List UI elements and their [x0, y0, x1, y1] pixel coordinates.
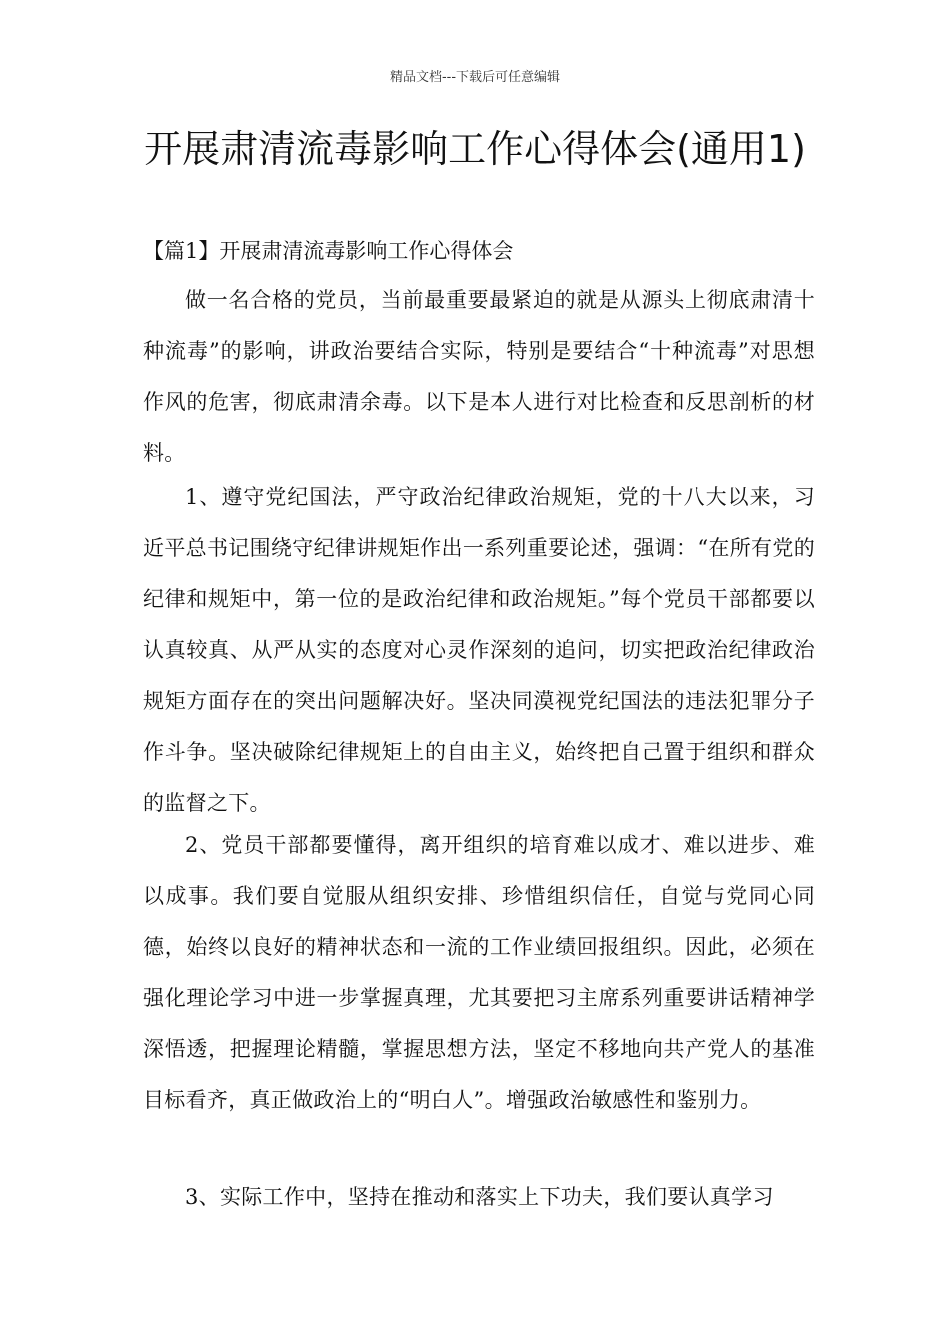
document-title: 开展肃清流毒影响工作心得体会(通用1): [144, 127, 806, 171]
paragraph-point-1: 1、遵守党纪国法，严守政治纪律政治规矩，党的十八大以来，习近平总书记围绕守纪律讲规矩作出一系列重要论述，强调：“在所有党的纪律和规矩中，第一位的是政治纪律和政治规矩。”每个党员干部都要以认真较真、从严从实的态度对心灵作深刻的追问，切实把政治纪律政治规矩方面存在的突出问题解决好。坚决同漠视党纪国法的违法犯罪分子作斗争。坚决破除纪律规矩上的自由主义，始终把自己置于组织和群众的监督之下。: [143, 485, 815, 815]
paragraph-point-2: 2、党员干部都要懂得，离开组织的培育难以成才、难以进步、难以成事。我们要自觉服从组织安排、珍惜组织信任，自觉与党同心同德，始终以良好的精神状态和一流的工作业绩回报组织。因此，必须在强化理论学习中进一步掌握真理，尤其要把习主席系列重要讲话精神学深悟透，把握理论精髓，掌握思想方法，坚定不移地向共产党人的基准目标看齐，真正做政治上的“明白人”。增强政治敏感性和鉴别力。: [143, 833, 815, 1112]
paragraph-intro: 做一名合格的党员，当前最重要最紧迫的就是从源头上彻底肃清十种流毒”的影响，讲政治要结合实际，特别是要结合“十种流毒”对思想作风的危害，彻底肃清余毒。以下是本人进行对比检查和反思剖析的材料。: [143, 288, 815, 465]
section-heading: 【篇1】开展肃清流毒影响工作心得体会: [143, 239, 514, 263]
paragraph-point-3: 3、实际工作中，坚持在推动和落实上下功夫，我们要认真学习: [185, 1185, 774, 1209]
header-note: 精品文档---下载后可任意编辑: [389, 70, 561, 85]
